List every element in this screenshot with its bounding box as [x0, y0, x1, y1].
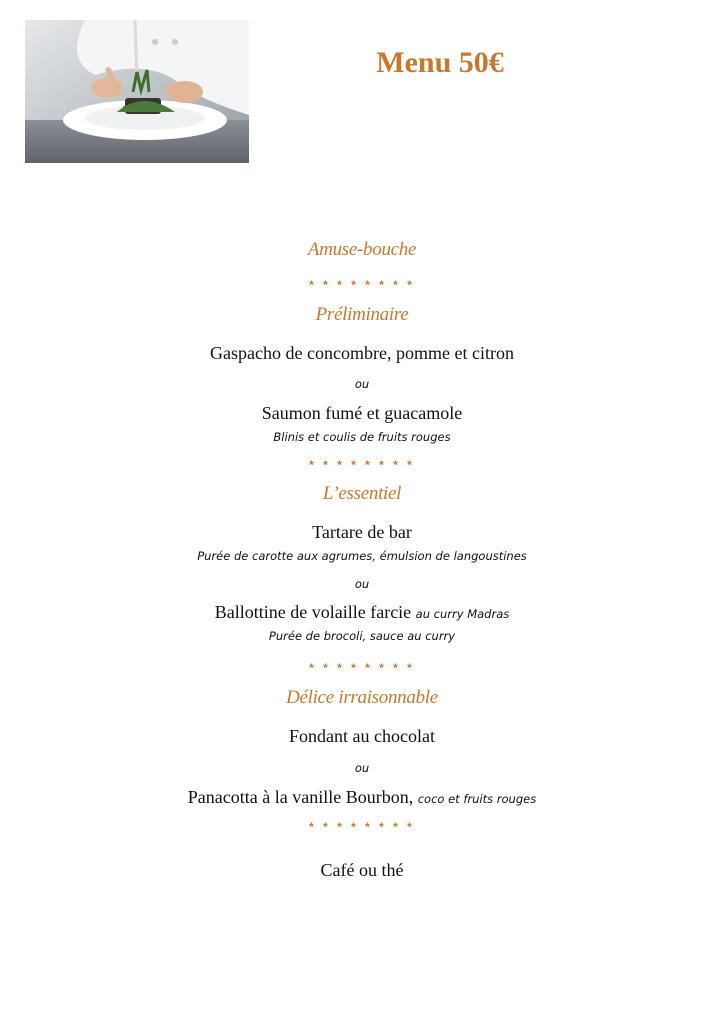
dish-panacotta-line	[0, 787, 724, 808]
section-title-amuse-bouche: Amuse-bouche	[307, 239, 417, 260]
separator-stars: * * * * * * * *	[309, 278, 415, 292]
separator-stars: * * * * * * * *	[309, 820, 415, 834]
or-label: ou	[354, 377, 370, 391]
dish-ballottine-description: Purée de brocoli, sauce au curry	[268, 629, 456, 643]
dish-saumon-description: Blinis et coulis de fruits rouges	[273, 430, 451, 444]
dish-ballottine-line	[0, 602, 724, 623]
separator-stars: * * * * * * * *	[309, 661, 415, 675]
dish-tartare-description: Purée de carotte aux agrumes, émulsion de langoustines	[197, 549, 527, 563]
cafe-ou-the: Café ou thé	[320, 860, 404, 880]
separator-stars: * * * * * * * *	[309, 458, 415, 472]
or-label: ou	[354, 577, 370, 591]
dish-ballottine: Ballottine de volaille farcie	[214, 602, 412, 622]
section-title-delice: Délice irraisonnable	[286, 687, 438, 708]
dish-saumon: Saumon fumé et guacamole	[261, 403, 463, 423]
or-label: ou	[354, 761, 370, 775]
dish-panacotta-inline-description: coco et fruits rouges	[417, 792, 537, 806]
chef-plating-photo	[25, 20, 249, 163]
dish-fondant: Fondant au chocolat	[289, 726, 435, 746]
dish-panacotta: Panacotta à la vanille Bourbon,	[187, 787, 414, 807]
section-title-preliminaire: Préliminaire	[315, 304, 409, 325]
menu-title: Menu 50€	[376, 46, 504, 79]
dish-gaspacho: Gaspacho de concombre, pomme et citron	[210, 343, 514, 363]
dish-ballottine-inline-description: au curry Madras	[415, 607, 510, 621]
section-title-essentiel: L’essentiel	[322, 483, 402, 504]
dish-tartare: Tartare de bar	[312, 522, 412, 542]
